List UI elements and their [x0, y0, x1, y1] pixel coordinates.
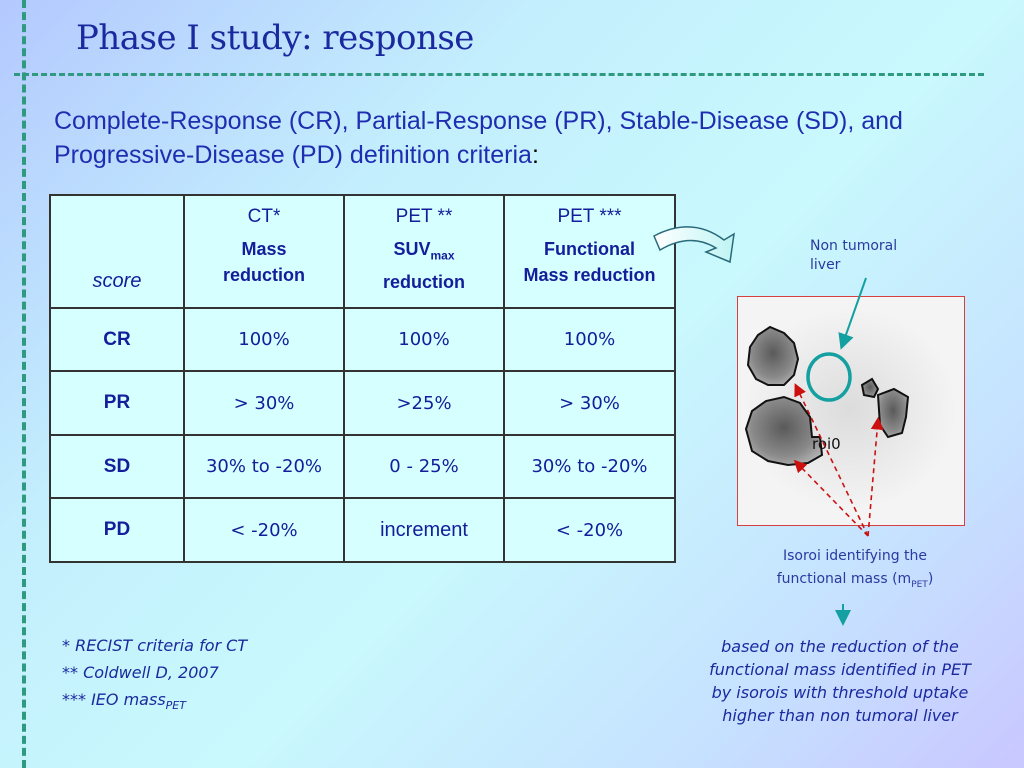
footnote-ieo-subscript: PET — [165, 699, 186, 713]
footnote-ieo-text: *** IEO mass — [62, 690, 166, 709]
isoroi-line1: Isoroi identifying the — [782, 548, 928, 564]
suv-subscript: max — [430, 248, 455, 263]
pet-suv-value: 100% — [344, 308, 504, 372]
pet-suv-header-title: PET ** — [395, 206, 453, 227]
ct-value: 100% — [184, 308, 344, 372]
footnote-recist: * RECIST criteria for CT — [62, 636, 248, 655]
ct-value: 30% to -20% — [184, 435, 344, 499]
row-label: PR — [50, 371, 184, 435]
pet-functional-header-sub2: Mass reduction — [523, 265, 656, 285]
pet-functional-value: 30% to -20% — [504, 435, 675, 499]
pet-functional-value: < -20% — [504, 498, 675, 562]
pet-suv-value: 0 - 25% — [344, 435, 504, 499]
pet-functional-header-title: PET *** — [557, 206, 622, 227]
row-label: CR — [50, 308, 184, 372]
isoroi-pointer-arrows — [796, 386, 878, 536]
ct-value: < -20% — [184, 498, 344, 562]
pet-functional-value: 100% — [504, 308, 675, 372]
ct-header-title: CT* — [247, 206, 281, 227]
ct-header-sub1: Mass — [241, 239, 287, 259]
isoroi-subscript: PET — [911, 579, 928, 590]
pet-suv-value: increment — [344, 498, 504, 562]
score-header: score — [50, 195, 184, 308]
non-tumoral-line1: Non tumoral — [810, 238, 898, 254]
pet-suv-header-sub2: reduction — [382, 271, 465, 292]
suv-base: SUV — [393, 239, 431, 259]
subtitle-text: Complete-Response (CR), Partial-Response (PR), Stable-Disease (SD), and Progressive-Disease (PD) definition criteria — [54, 107, 903, 169]
isoroi-close-paren: ) — [927, 571, 934, 587]
pointer-lower-left-mass — [796, 462, 868, 536]
pointer-upper-left-mass — [796, 386, 868, 536]
slide-title: Phase I study: response — [76, 18, 474, 58]
footnote-coldwell: ** Coldwell D, 2007 — [62, 663, 219, 682]
row-label: PD — [50, 498, 184, 562]
ct-header-sub2: reduction — [222, 265, 305, 285]
curved-arrow-icon — [654, 227, 734, 262]
subtitle-colon: : — [531, 141, 539, 169]
row-label: SD — [50, 435, 184, 499]
pet-suv-value: >25% — [344, 371, 504, 435]
non-tumoral-line2: liver — [810, 257, 841, 273]
based-on-note: based on the reduction of the functional mass identified in PET by isorois with threshold uptake higher than non tumoral liver — [709, 637, 971, 725]
pet-functional-header-sub1: Functional — [544, 239, 635, 259]
isoroi-line2-text: functional mass (m — [776, 571, 912, 587]
roi-label: roi0 — [812, 435, 841, 453]
pointer-right-mass — [868, 420, 878, 536]
pet-functional-value: > 30% — [504, 371, 675, 435]
non-tumoral-pointer-arrow — [842, 278, 866, 346]
ct-value: > 30% — [184, 371, 344, 435]
